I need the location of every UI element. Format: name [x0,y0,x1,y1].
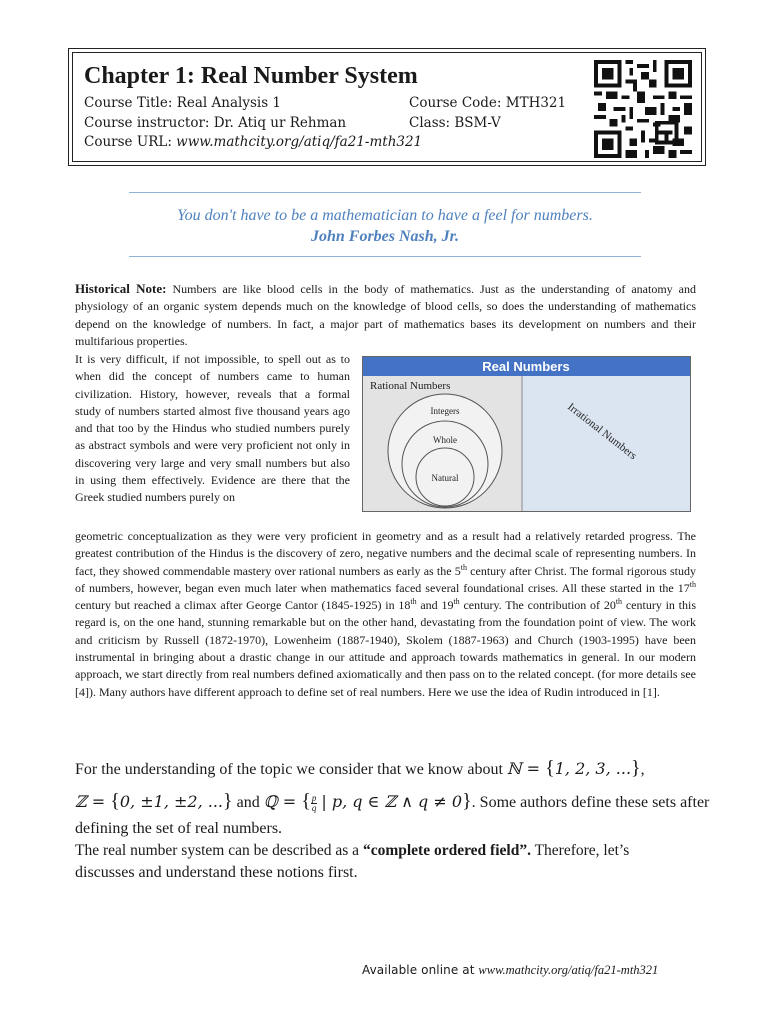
irrational-label: Irrational Numbers [565,400,639,463]
integer-set-def: 0, ±1, ±2, ... [119,792,223,811]
superscript: th [410,597,417,607]
footer-label: Available online at [362,963,479,977]
page-footer [362,963,658,978]
historical-note-wrapped: It is very difficult, if not impossible, to spell out as to when did the concept of numbers came to human civilization. History, however, reveals that a formal study of numbers started almost five thousand years ago and that too by the Hindus who studied numbers purely as abstract symbols and were very proficient not only in discovering very large and very small numbers but also in using them effectively. Evidence are there that the Greek studied numbers purely on [75,352,350,505]
sets-line-5: discusses and understand these notions first. [75,864,358,881]
history-segment: and 19 [416,598,454,613]
natural-set-symbol: ℕ [506,759,522,778]
historical-note-label: Historical Note: [75,281,167,296]
frac-numerator: p [311,792,317,803]
sets-text: The real number system can be described as a [75,842,363,859]
chapter-title: Chapter 1: Real Number System [84,63,418,89]
natural-label: Natural [431,473,459,483]
integer-set-symbol: ℤ [75,792,87,811]
sets-text: Therefore, let’s [530,842,630,859]
sets-line-3: defining the set of real numbers. [75,820,283,837]
superscript: th [453,597,460,607]
superscript: th [615,597,623,607]
course-title: Course Title: Real Analysis 1 [84,95,282,111]
course-class: Class: BSM-V [409,115,501,131]
sets-line-4 [75,842,629,860]
sets-line-2: ℤ = {0, ±1, ±2, ...} and ℚ = { $\frac{p}{q}$ | p, q ∈ ℤ ∧ q ≠ 0}. Some authors define these sets after [75,790,710,813]
course-url-link[interactable]: www.mathcity.org/atiq/fa21-mth321 [176,134,423,150]
rational-set-condition: | p, q ∈ ℤ ∧ q ≠ 0 [321,792,463,811]
complete-ordered-field: “complete ordered field”. [362,842,531,859]
quote-text: You don't have to be a mathematician to have a feel for numbers. [177,207,593,224]
quote-author: John Forbes Nash, Jr. [310,228,460,245]
historical-note-intro [75,280,696,350]
history-segment: century. The contribution of 20 [459,598,616,613]
and-word: and [232,794,264,811]
qr-code-icon [594,60,692,158]
superscript: th [460,562,467,572]
course-code: Course Code: MTH321 [409,95,567,111]
historical-note-continued [75,528,696,701]
history-segment: geometric conceptualization as they were very proficient in geometry and as a result had a relatively retarded progress. The greatest contribution of the Hindus is the discovery of zero, negative numbers and the decimal scale of representing numbers. In fact, they showed commendable mastery over rational numbers as early as the 5 [75,529,696,578]
course-instructor: Course instructor: Dr. Atiq ur Rehman [84,115,347,131]
diagram-title: Real Numbers [482,359,570,374]
history-segment: century but reached a climax after George Cantor (1845-1925) in 18 [75,598,411,613]
sets-line-1: For the understanding of the topic we consider that we know about ℕ = {1, 2, 3, ...}, [75,757,645,779]
rational-set-symbol: ℚ [263,792,278,811]
quote-top-rule [129,192,641,193]
p-over-q [311,794,318,813]
superscript: th [689,579,696,589]
historical-note-text: Numbers are like blood cells in the body of mathematics. Just as the understanding of anatomy and physiology of an organic system depends much on the knowledge of blood cells, so does the understanding of mathematics depend on the knowledge of numbers. In fact, a major part of mathematics bases its development on numbers and their multifarious properties. [75,282,696,348]
irrational-region [522,376,690,511]
history-segment: century after Christ. The formal rigorous study of numbers, however, began even much later when mathematics faced several foundational crises. All these started in the 17 [75,563,696,595]
integers-label: Integers [430,406,460,416]
frac-denominator: q [311,802,317,813]
course-url-label: Course URL: [84,134,177,150]
course-url-line [84,134,422,150]
quote-bottom-rule [129,256,641,257]
rational-label: Rational Numbers [370,380,451,392]
whole-label: Whole [433,435,457,445]
sets-text: For the understanding of the topic we consider that we know about [75,761,507,778]
sets-text: . Some authors define these sets after [471,794,710,811]
real-numbers-diagram [362,356,691,512]
history-segment: century in this regard is, on the one hand, stunning remarkable but on the other hand, devastating from the foundation point of view. The work and criticism by Russell (1872-1970), Lowenheim (1887-1940), Skolem (1887-1963) and Church (1903-1995) have been instrumental in bringing about a drastic change in our attitude and approach towards mathematics in general. In our modern approach, we start directly from real numbers defined axiomatically and then pass on to the related concept. (for more details see [4]). Many authors have different approach to define set of real numbers. Here we use the idea of Rudin introduced in [1]. [75,598,697,699]
footer-url-link[interactable]: www.mathcity.org/atiq/fa21-mth321 [478,963,659,977]
natural-set-def: 1, 2, 3, ... [554,759,632,778]
